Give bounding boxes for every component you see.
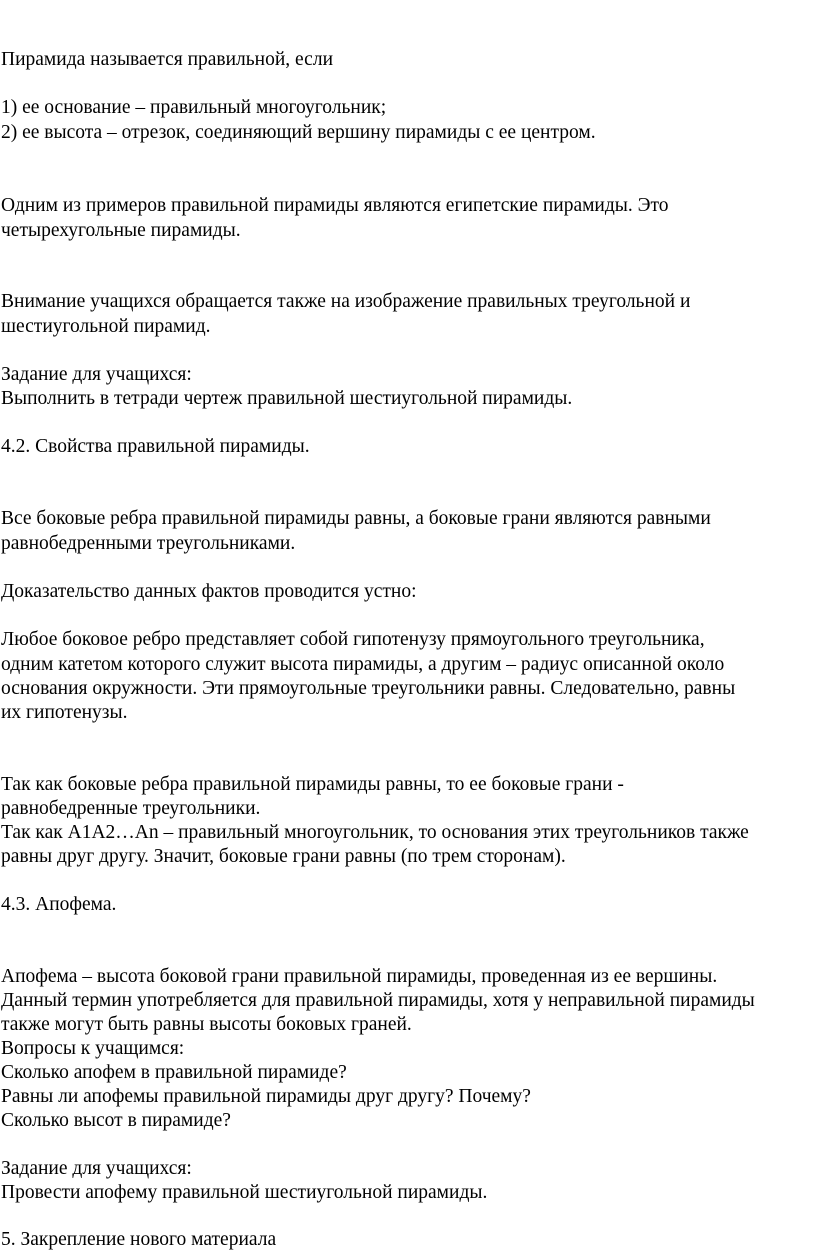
- text-line: Так как боковые ребра правильной пирамиды равны, то ее боковые грани -: [1, 774, 624, 795]
- text-line: Апофема – высота боковой грани правильной пирамиды, проведенная из ее вершины.: [1, 966, 718, 987]
- text-line: Доказательство данных фактов проводится устно:: [1, 581, 417, 602]
- text-line: равны друг другу. Значит, боковые грани равны (по трем сторонам).: [1, 846, 566, 867]
- text-line: Задание для учащихся:: [1, 364, 192, 385]
- text-line: основания окружности. Эти прямоугольные треугольники равны. Следовательно, равны: [1, 678, 736, 699]
- text-line: Любое боковое ребро представляет собой гипотенузу прямоугольного треугольника,: [1, 629, 705, 650]
- text-line: Одним из примеров правильной пирамиды являются египетские пирамиды. Это: [1, 195, 669, 216]
- section-heading: 5. Закрепление нового материала: [1, 1229, 277, 1250]
- text-line: Пирамида называется правильной, если: [1, 49, 334, 70]
- text-line: Данный термин употребляется для правильной пирамиды, хотя у неправильной пирамиды: [1, 990, 755, 1011]
- text-line: их гипотенузы.: [1, 702, 128, 723]
- text-line: Равны ли апофемы правильной пирамиды друг другу? Почему?: [1, 1086, 531, 1107]
- text-line: четырехугольные пирамиды.: [1, 220, 241, 241]
- text-line: Сколько высот в пирамиде?: [1, 1110, 231, 1131]
- text-line: 2) ее высота – отрезок, соединяющий вершину пирамиды с ее центром.: [1, 122, 596, 143]
- text-line: Внимание учащихся обращается также на изображение правильных треугольной и: [1, 291, 691, 312]
- text-line: также могут быть равны высоты боковых граней.: [1, 1014, 412, 1035]
- text-line: 1) ее основание – правильный многоугольник;: [1, 97, 387, 118]
- text-line: Так как А1А2…Аn – правильный многоугольник, то основания этих треугольников также: [1, 822, 749, 843]
- text-line: Задание для учащихся:: [1, 1158, 192, 1179]
- text-line: шестиугольной пирамид.: [1, 316, 211, 337]
- text-line: Провести апофему правильной шестиугольной пирамиды.: [1, 1182, 488, 1203]
- text-line: Вопросы к учащимся:: [1, 1038, 185, 1059]
- text-line: равнобедренные треугольники.: [1, 798, 261, 819]
- section-heading: 4.3. Апофема.: [1, 894, 117, 915]
- text-line: Выполнить в тетради чертеж правильной шестиугольной пирамиды.: [1, 388, 573, 409]
- text-line: равнобедренными треугольниками.: [1, 533, 296, 554]
- text-line: Все боковые ребра правильной пирамиды равны, а боковые грани являются равными: [1, 508, 711, 529]
- section-heading: 4.2. Свойства правильной пирамиды.: [1, 436, 310, 457]
- text-line: одним катетом которого служит высота пирамиды, а другим – радиус описанной около: [1, 654, 725, 675]
- text-line: Сколько апофем в правильной пирамиде?: [1, 1062, 347, 1083]
